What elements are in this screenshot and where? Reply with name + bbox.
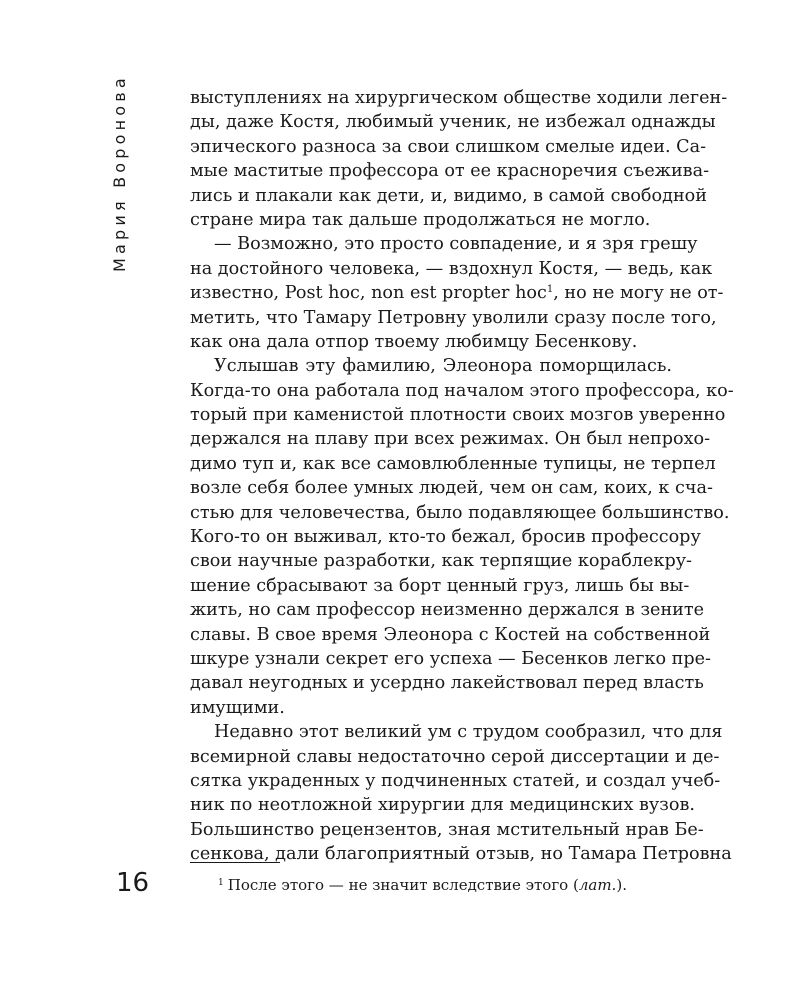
text-line: стью для человечества, было подавляющее большинство. [190, 502, 730, 523]
text-line: Кого-то он выживал, кто-то бежал, бросив профессору [190, 527, 701, 548]
footnote-lang: лат. [578, 876, 617, 894]
running-head-author: Мария Воронова [110, 74, 129, 272]
page-number: 16 [116, 868, 150, 898]
text-line: возле себя более умных людей, чем он сам, коих, к сча- [190, 478, 713, 499]
text-line: свои научные разработки, как терпящие кораблекру- [190, 551, 692, 572]
text-line: Когда-то она работала под началом этого профессора, ко- [190, 380, 734, 401]
text-line: сенкова, дали благоприятный отзыв, но Тамара Петровна [190, 844, 732, 865]
text-line-part: , но не могу не от- [553, 283, 724, 304]
text-line: Услышав эту фамилию, Элеонора поморщилась. [214, 356, 672, 377]
text-line: димо туп и, как все самовлюбленные тупицы, не терпел [190, 453, 716, 474]
footnote-text: После этого — не значит вследствие этого ( [227, 876, 579, 894]
footnote-rule [190, 862, 280, 863]
text-line: шкуре узнали секрет его успеха — Бесенков легко пре- [190, 648, 711, 669]
text-line: шение сбрасывают за борт ценный груз, лишь бы вы- [190, 575, 690, 596]
text-line: славы. В свое время Элеонора с Костей на собственной [190, 624, 711, 645]
text-line: на достойного человека, — вздохнул Костя, — ведь, как [190, 258, 713, 279]
text-line: стране мира так дальше продолжаться не могло. [190, 209, 651, 230]
footnote-marker: 1 [218, 878, 224, 888]
footnote [218, 876, 627, 894]
text-line-part: известно, Post hoc, non est propter hoc [190, 283, 547, 304]
body-text [190, 86, 734, 867]
text-line: метить, что Тамару Петровну уволили сразу после того, [190, 307, 717, 328]
text-line: эпического разноса за свои слишком смелые идеи. Са- [190, 136, 707, 157]
text-line: лись и плакали как дети, и, видимо, в самой свободной [190, 185, 707, 206]
text-line: имущими. [190, 697, 285, 718]
footnote-reference: 1 [546, 284, 554, 296]
text-line: Большинство рецензентов, зная мстительный нрав Бе- [190, 819, 704, 840]
text-line: давал неугодных и усердно лакействовал перед власть [190, 673, 704, 694]
text-line: выступлениях на хирургическом обществе ходили леген- [190, 88, 728, 108]
text-line: всемирной славы недостаточно серой диссертации и де- [190, 746, 720, 767]
text-line: — Возможно, это просто совпадение, и я зря грешу [214, 234, 698, 255]
text-line: торый при каменистой плотности своих мозгов уверенно [190, 405, 726, 426]
text-line: ды, даже Костя, любимый ученик, не избежал однажды [190, 112, 716, 133]
text-line: Недавно этот великий ум с трудом сообразил, что для [214, 722, 723, 743]
text-line: как она дала отпор твоему любимцу Бесенкову. [190, 331, 638, 352]
text-line: жить, но сам профессор неизменно держался в зените [190, 600, 705, 621]
footnote-close: ). [616, 876, 627, 894]
text-line: сятка украденных у подчиненных статей, и создал учеб- [190, 770, 721, 791]
text-line [190, 281, 724, 305]
text-line: держался на плаву при всех режимах. Он был непрохо- [190, 429, 711, 450]
text-line: мые маститые профессора от ее красноречия съеживa- [190, 161, 710, 182]
text-line: ник по неотложной хирургии для медицинских вузов. [190, 795, 695, 816]
